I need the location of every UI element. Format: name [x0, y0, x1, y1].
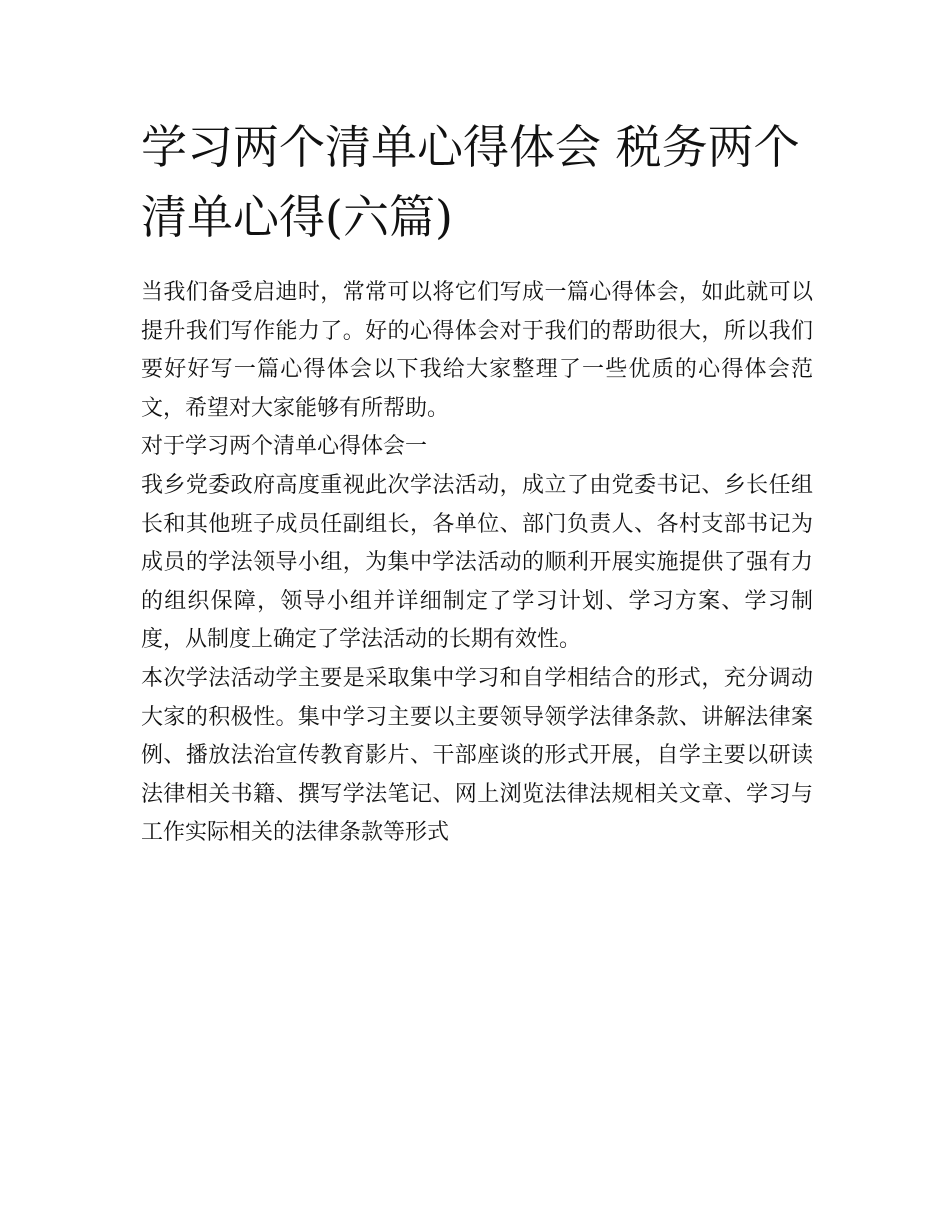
document-content — [141, 112, 813, 853]
intro-paragraph: 当我们备受启迪时，常常可以将它们写成一篇心得体会，如此就可以提升我们写作能力了。好的心得体会对于我们的帮助很大，所以我们要好好写一篇心得体会以下我给大家整理了一些优质的心得体会范文，希望对大家能够有所帮助。 — [141, 280, 813, 421]
body-paragraph-1: 我乡党委政府高度重视此次学法活动，成立了由党委书记、乡长任组长和其他班子成员任副组长，各单位、部门负责人、各村支部书记为成员的学法领导小组，为集中学法活动的顺利开展实施提供了强有力的组织保障，领导小组并详细制定了学习计划、学习方案、学习制度，从制度上确定了学法活动的长期有效性。 — [141, 472, 813, 653]
section-heading: 对于学习两个清单心得体会一 — [141, 434, 428, 460]
document-title: 学习两个清单心得体会 税务两个清单心得(六篇) — [141, 120, 800, 244]
body-paragraph-2: 本次学法活动学主要是采取集中学习和自学相结合的形式，充分调动大家的积极性。集中学习主要以主要领导领学法律条款、讲解法律案例、播放法治宣传教育影片、干部座谈的形式开展，自学主要以研读法律相关书籍、撰写学法笔记、网上浏览法律法规相关文章、学习与工作实际相关的法律条款等形式 — [141, 665, 813, 846]
